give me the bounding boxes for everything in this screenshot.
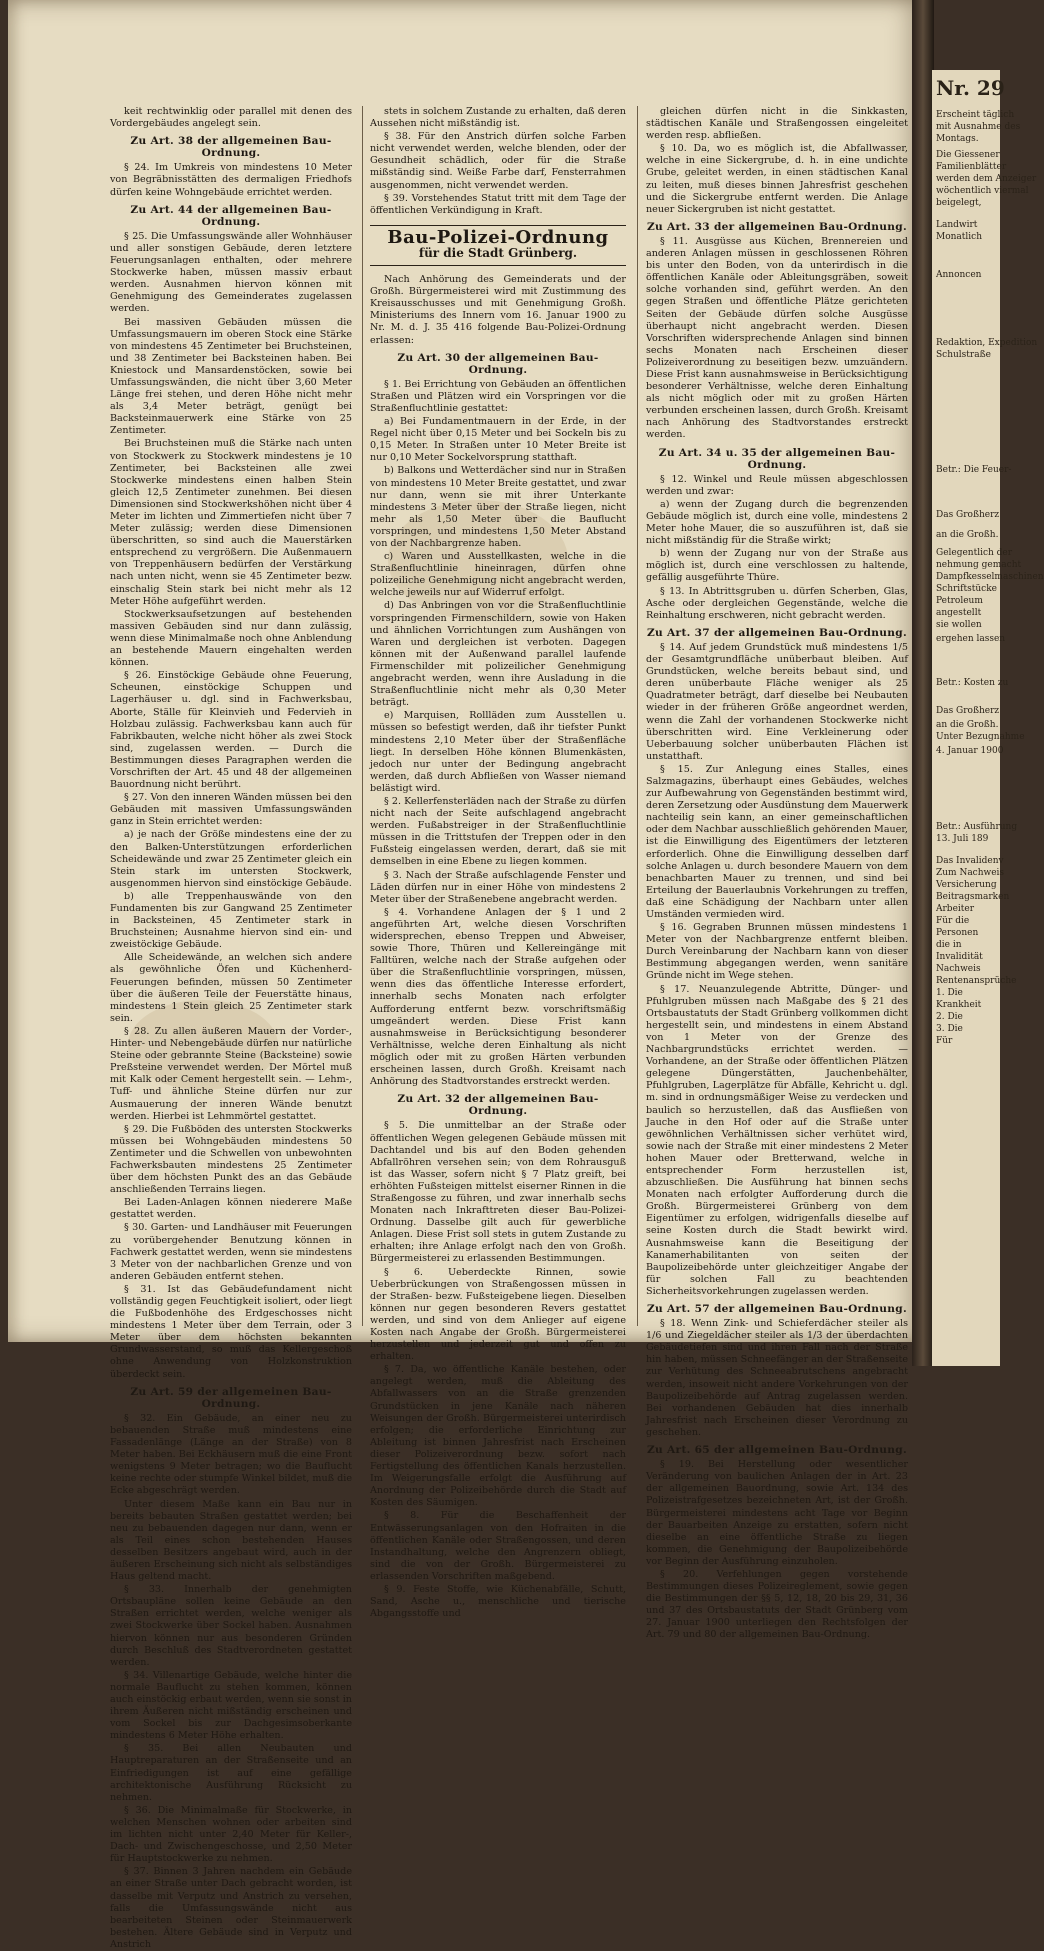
paragraph: Unter diesem Maße kann ein Bau nur in bereits bebauten Straßen gestattet werden; bei neu zu bebauenden dagegen nur dann, wenn er als Teil eines schon bestehenden Hauses desselben Besitzers angebaut wird, auch in der äußeren Erscheinung sich nicht als selbständiges Haus geltend macht. (110, 1498, 352, 1583)
paragraph: § 9. Feste Stoffe, wie Küchenabfälle, Schutt, Sand, Asche u., menschliche und tierische Abgangsstoffe und (370, 1583, 626, 1620)
paragraph: a) wenn der Zugang durch die begrenzenden Gebäude möglich ist, durch eine volle, mindestens 2 Meter hohe Mauer, die so auszuführen ist, daß sie nicht mißständig für die Straße wirkt; (646, 498, 908, 547)
text-column-left (110, 106, 352, 1950)
next-page-text: Invalidität (936, 952, 983, 962)
next-page-text: Krankheit (936, 1000, 982, 1010)
ordinance-title: Bau-Polizei-Ordnung (387, 226, 609, 248)
paragraph: § 24. Im Umkreis von mindestens 10 Meter von Begräbnisstätten des dermaligen Friedhofs dürfen keine Wohngebäude errichtet werden. (110, 162, 352, 198)
paragraph: e) Marquisen, Rollläden zum Ausstellen u. müssen so befestigt werden, daß ihr tiefster Punkt mindestens 2,10 Meter über der Straßenfläche liegt. In derselben Höhe können Blumenkästen, jedoch nur unter der Bedingung angebracht werden, daß durch Abfließen von Wasser niemand belästigt wird. (370, 710, 626, 794)
next-page-text: Zum Nachweis (936, 868, 1005, 878)
paragraph: § 34. Villenartige Gebäude, welche hinter die normale Bauflucht zu stehen kommen, können auch einstöckig erbaut werden, wenn sie sonst in ihrem Äußeren nicht mißständig erscheinen und vom Sockel bis zur Dachgesimsoberkante mindestens 6 Meter Höhe erhalten. (110, 1669, 352, 1742)
section-heading: Zu Art. 59 der allgemeinen Bau-Ordnung. (130, 1385, 332, 1410)
paragraph: § 35. Bei allen Neubauten und Hauptreparaturen an der Straßenseite und an Einfriedigungen ist auf eine gefällige architektonische Ausführung Rücksicht zu nehmen. (110, 1743, 352, 1803)
paragraph: § 6. Ueberdeckte Rinnen, sowie Ueberbrückungen von Straßengossen müssen in der Straßen- bezw. Fußsteigebene liegen. Dieselben können nur gegen besonderen Revers gestattet werden, und sind von dem Anlieger auf eigene Kosten nach Angabe der Großh. Bürgermeisterei herzustellen und jederzeit gut und offen zu erhalten. (370, 1266, 626, 1363)
next-page-text: 1. Die (936, 988, 963, 998)
paragraph: b) Balkons und Wetterdächer sind nur in Straßen von mindestens 10 Meter Breite gestattet, und zwar nur dann, wenn sie mit ihrer Unterkante mindestens 3 Meter über der Straße liegen, nicht mehr als 1,50 Meter über die Bauflucht vorspringen, und mindestens 1,50 Meter Abstand von der Nachbargrenze haben. (370, 465, 626, 549)
next-page-text: Betr.: Kosten zu (936, 678, 1009, 688)
paragraph: § 4. Vorhandene Anlagen der § 1 und 2 angeführten Art, welche diesen Vorschriften widersprechen, ebenso Treppen und Abweiser, sowie Thore, Thüren und Kellereingänge mit Falltüren, welche nach der Straße aufgehen oder über die Straßenfluchtlinie vorspringen, müssen, wenn dies das öffentliche Interesse erfordert, innerhalb sechs Monaten nach erfolgter Aufforderung entfernt bezw. vorschriftsmäßig umgeändert werden. Diese Frist kann ausnahmsweise in Berücksichtigung besonderer Verhältnisse, welche deren Einhaltung als nicht möglich oder mit zu großen Härten verbunden erscheinen lassen, durch Großh. Kreisamt nach Anhörung des Stadtvorstandes erstreckt werden. (370, 906, 626, 1088)
next-page-text: Für die (936, 916, 970, 926)
paragraph: § 2. Kellerfensterläden nach der Straße zu dürfen nicht nach der Seite aufschlagend angebracht werden. Fußabstreiger in der Straßenfluchtlinie müssen in die Trittstufen der Treppen oder in den Fußsteig eingelassen werden, derart, daß sie mit demselben in eine Ebene zu liegen kommen. (370, 795, 626, 868)
paragraph: § 17. Neuanzulegende Abtritte, Dünger- und Pfuhlgruben müssen nach Maßgabe des § 21 des Ortsbaustatuts der Stadt Grünberg vollkommen dicht hergestellt sein, und mindestens in einem Abstand von 1 Meter von der Grenze des Nachbargrundstücks errichtet werden. — Vorhandene, an der Straße oder öffentlichen Plätzen gelegene Düngerstätten, Jauchenbehälter, Pfuhlgruben, Lagerplätze für Abfälle, Kehricht u. dgl. m. sind in ordnungsmäßiger Weise zu verdecken und baulich so herzustellen, daß das Ausfließen von Jauche in den Hof oder auf die Straße unter gewöhnlichen Verhältnissen sicher verhütet wird, sowie nach der Straße mit einer mindestens 2 Meter hohen Mauer oder Bretterwand, welche in entsprechender Form herzustellen ist, abzuschließen. Die Ausführung hat binnen sechs Monaten nach erfolgter Aufforderung durch die Großh. Bürgermeisterei Grünberg von dem Eigentümer zu erfolgen, widrigenfalls dieselbe auf seine Kosten durch die Stadt bewirkt wird. Ausnahmsweise kann die Beseitigung der Kanamerhabilitanten von seiten der Baupolizeibehörde unter gleichzeitiger Angabe der für solchen Fall zu beachtenden Sicherheitsvorkehrungen zugelassen werden. (646, 983, 908, 1297)
paragraph: Bei Laden-Anlagen können niederere Maße gestattet werden. (110, 1197, 352, 1221)
next-page-text: Redaktion, Expedition (936, 338, 1038, 348)
paragraph: § 5. Die unmittelbar an der Straße oder öffentlichen Wegen gelegenen Gebäude müssen mit Dachtandel und bis auf den Boden gehenden Abfallröhren versehen sein; von dem Rohrausguß ist das Wasser, sofern nicht § 7 Platz greift, bei erhöhten Fußsteigen mittelst eiserner Rinnen in die Straßengosse zu führen, und zwar innerhalb sechs Monaten nach Inkrafttreten dieser Bau-Polizei-Ordnung. Dasselbe gilt auch für gewerbliche Anlagen. Diese Frist soll stets in gutem Zustande zu erhalten; ihre Anlage erfolgt nach den von Großh. Bürgermeisterei zu erlassenden Bestimmungen. (370, 1120, 626, 1265)
next-page-text: Landwirt (936, 220, 978, 230)
paragraph: b) alle Treppenhauswände von den Fundamenten bis zur Gangwand 25 Zentimeter in Backsteinen, 45 Zentimeter stark in Bruchsteinen; Ausnahme hiervon sind ein- und zweistöckige Gebäude. (110, 890, 352, 951)
section-heading: Zu Art. 57 der allgemeinen Bau-Ordnung. (647, 1303, 907, 1315)
next-page-text: 3. Die (936, 1024, 963, 1034)
paragraph: § 12. Winkel und Reule müssen abgeschlossen werden und zwar: (646, 473, 908, 497)
paragraph: Alle Scheidewände, an welchen sich andere als gewöhnliche Öfen und Küchenherd-Feuerungen befinden, müssen 50 Zentimeter über die äußeren Teile der Feuerstätte hinaus, mindestens 1 Stein gleich 25 Zentimeter stark sein. (110, 952, 352, 1024)
paragraph: § 37. Binnen 3 Jahren nachdem ein Gebäude an einer Straße unter Dach gebracht worden, ist dasselbe mit Verputz und Anstrich zu versehen, falls die Umfassungswände nicht aus bearbeiteten Steinen oder Steinmauerwerk bestehen. Ältere Gebäude sind in Verputz und Anstrich (110, 1866, 352, 1950)
paragraph: § 15. Zur Anlegung eines Stalles, eines Salzmagazins, überhaupt eines Gebäudes, welches zur Aufbewahrung von Gegenständen bestimmt wird, deren Zersetzung oder Ausdünstung dem Mauerwerk nachteilig sein kann, an einer gemeinschaftlichen oder dem Nachbar ausschließlich gehörenden Mauer, ist die Einwilligung des Eigentümers der letzteren erforderlich. Ohne die Einwilligung desselben darf solche Anlagen u. durch besondere Mauern von dem benachbarten Mauer zu trennen, und sind bei Erteilung der Bauerlaubnis Vorkehrungen zu treffen, daß eine Schädigung der Nachbarn unter allen Umständen vermieden wird. (646, 763, 908, 920)
paragraph: c) Waren und Ausstellkasten, welche in die Straßenfluchtlinie hineinragen, dürfen ohne polizeiliche Genehmigung nicht angebracht werden, welche jeweils nur auf Widerruf erfolgt. (370, 551, 626, 599)
ordinance-body (370, 274, 626, 1620)
paragraph: § 20. Verfehlungen gegen vorstehende Bestimmungen dieses Polizeireglement, sowie gegen die Bestimmungen der §§ 5, 12, 18, 20 bis 29, 31, 36 und 37 des Ortsbaustatuts der Stadt Grünberg vom 27. Januar 1900 unterliegen den Rechtsfolgen der Art. 79 und 80 der allgemeinen Bau-Ordnung. (646, 1568, 908, 1641)
column-rule (637, 106, 638, 1326)
next-page-text: Gelegentlich der (936, 548, 1013, 558)
next-page-header: Nr. 29 (936, 76, 1005, 100)
ordinance-subtitle: für die Stadt Grünberg. (418, 245, 578, 260)
next-page-text: Das Invalidenv (936, 856, 1004, 866)
next-page-text: an die Großh. (936, 720, 999, 730)
section-heading: Zu Art. 44 der allgemeinen Bau-Ordnung. (130, 203, 332, 228)
next-page-text: Erscheint täglich (936, 110, 1015, 120)
next-page-text: Das Großherz (936, 510, 1000, 520)
next-page-text: Die Giessener (936, 150, 1000, 160)
next-page-text: Das Großherz (936, 706, 1000, 716)
next-page-text: Für (936, 1036, 953, 1046)
next-page-text: sie wollen (936, 620, 982, 630)
adjacent-page-edge (932, 70, 1044, 1366)
next-page-text: Unter Bezugnahme (936, 732, 1025, 742)
paragraph: gleichen dürfen nicht in die Sinkkasten, städtischen Kanäle und Straßengossen eingeleitet werden resp. abfließen. (646, 106, 908, 142)
paragraph: § 27. Von den inneren Wänden müssen bei den Gebäuden mit massiven Umfassungswänden ganz in Stein errichtet werden: (110, 792, 352, 828)
section-heading: Zu Art. 38 der allgemeinen Bau-Ordnung. (130, 135, 332, 160)
section-heading: Zu Art. 32 der allgemeinen Bau-Ordnung. (397, 1093, 599, 1118)
next-page-text: Monatlich (936, 232, 983, 242)
next-page-text: die in (936, 940, 962, 950)
paragraph: § 25. Die Umfassungswände aller Wohnhäuser und aller sonstigen Gebäude, deren letztere Feuerungsanlagen enthalten, oder mehrere Stockwerke haben, müssen massiv erbaut werden. Ausnahmen hiervon können mit Genehmigung des Gemeinderates zugelassen werden. (110, 230, 352, 315)
section-heading: Zu Art. 33 der allgemeinen Bau-Ordnung. (647, 220, 907, 233)
paragraph: stets in solchem Zustande zu erhalten, daß deren Aussehen nicht mißständig ist. (370, 106, 626, 130)
paragraph: § 16. Gegraben Brunnen müssen mindestens 1 Meter von der Nachbargrenze entfernt bleiben. Durch Vereinbarung der Nachbarn kann von dieser Bestimmung abgegangen werden, wenn sanitäre Gründe nicht im Wege stehen. (646, 922, 908, 982)
next-page-text: beigelegt, (936, 198, 982, 208)
next-page-text: 4. Januar 1900 (936, 746, 1004, 756)
paragraph: a) Bei Fundamentmauern in der Erde, in der Regel nicht über 0,15 Meter und bei Sockeln bis zu 0,15 Meter. In Straßen unter 10 Meter Breite ist nur 0,10 Meter Sockelvorsprung statthaft. (370, 416, 626, 464)
paragraph: Nach Anhörung des Gemeinderats und der Großh. Bürgermeisterei wird mit Zustimmung des Kreisausschusses und mit Genehmigung Großh. Ministeriums des Innern vom 16. Januar 1900 zu Nr. M. d. J. 35 416 folgende Bau-Polizei-Ordnung erlassen: (370, 274, 626, 346)
paragraph: § 38. Für den Anstrich dürfen solche Farben nicht verwendet werden, welche blenden, oder der Gesundheit schädlich, oder für die Straße mißständig sind. Weiße Farbe darf, Fensterrahmen ausgenommen, nicht verwendet werden. (370, 131, 626, 191)
next-page-text: Versicherung (936, 880, 997, 890)
next-page-text: Betr.: Ausführung (936, 822, 1018, 832)
paragraph: Bei Bruchsteinen muß die Stärke nach unten von Stockwerk zu Stockwerk mindestens je 10 Zentimeter, bei Backsteinen alle zwei Stockwerke mindestens einen halben Stein gleich 12,5 Zentimeter zunehmen. Bei diesen Dimensionen sind Stockwerkshöhen nicht über 4 Meter im lichten und Zimmertiefen nicht über 7 Meter zulässig; werden diese Dimensionen überschritten, so sind auch die Mauerstärken entsprechend zu vergrößern. Die Außenmauern von Treppenhäusern bedürfen der Verstärkung nach unten nicht, wenn sie 45 Zentimeter bezw. einschalig Stein stark bei nicht mehr als 12 Meter Höhe aufgeführt werden. (110, 438, 352, 607)
paragraph: § 1. Bei Errichtung von Gebäuden an öffentlichen Straßen und Plätzen wird ein Vorspringen vor die Straßenfluchtlinie gestattet: (370, 378, 626, 414)
paragraph: § 19. Bei Herstellung oder wesentlicher Veränderung von baulichen Anlagen der in Art. 23 der allgemeinen Bauordnung, sowie Art. 134 des Polizeistrafgesetzes bezeichneten Art, ist der Großh. Bürgermeisterei mindestens acht Tage vor Beginn der Bauarbeiten Anzeige zu erstatten, sofern nicht dieselbe an eine öffentliche Straße zu liegen kommen, die Genehmigung der Baupolizeibehörde vor Beginn der Ausführung einzuholen. (646, 1459, 908, 1567)
next-page-text: Montags. (936, 134, 979, 144)
next-page-text: Dampfkesselmaschinen (936, 572, 1044, 582)
paragraph: § 26. Einstöckige Gebäude ohne Feuerung, Scheunen, einstöckige Schuppen und Lagerhäuser u. dgl. sind in Fachwerksbau, Aborte, Ställe für Kleinvieh und Federvieh in Holzbau zulässig. Fachwerksbau kann auch für Fabrikbauten, welche nicht höher als zwei Stock sind, zugelassen werden. — Durch die Bestimmungen dieses Paragraphen werden die Vorschriften der Art. 45 und 48 der allgemeinen Bauordnung nicht berührt. (110, 670, 352, 791)
paragraph: § 29. Die Fußböden des untersten Stockwerks müssen bei Wohngebäuden mindestens 50 Zentimeter und die Schwellen von unbewohnten Fachwerksbauten mindestens 25 Zentimeter über dem höchsten Punkt des an das Gebäude anschließenden Terrains liegen. (110, 1123, 352, 1196)
paragraph: § 8. Für die Beschaffenheit der Entwässerungsanlagen von den Hofraiten in die öffentlichen Kanäle oder Straßengossen, und deren Instandhaltung, welche den Angrenzern obliegt, sind die von der Großh. Bürgermeisterei zu erlassenden Vorschriften maßgebend. (370, 1510, 626, 1582)
paragraph: § 30. Garten- und Landhäuser mit Feuerungen zu vorübergehender Benutzung können in Fachwerk gestattet werden, wenn sie mindestens 3 Meter von der nachbarlichen Grenze und von anderen Gebäuden entfernt stehen. (110, 1222, 352, 1282)
paragraph: § 28. Zu allen äußeren Mauern der Vorder-, Hinter- und Nebengebäude dürfen nur natürliche Steine oder gebrannte Steine (Backsteine) sowie Preßsteine verwendet werden. Der Mörtel muß mit Kalk oder Cement hergestellt sein. — Lehm-, Tuff- und ähnliche Steine dürfen nur zur Ausmauerung der inneren Wände benutzt werden. Hierbei ist Lehmmörtel gestattet. (110, 1025, 352, 1122)
section-heading: Zu Art. 65 der allgemeinen Bau-Ordnung. (647, 1444, 907, 1457)
next-page-text: Petroleum (936, 596, 983, 606)
paragraph: § 32. Ein Gebäude, an einer neu zu bebauenden Straße muß mindestens eine Fassadenlänge (Länge an der Straße) von 8 Meter haben. Bei Eckhäusern muß die eine Front wenigstens 9 Meter betragen; wo die Bauflucht keine rechte oder stumpfe Winkel bildet, muß die Ecke abgeschrägt werden. (110, 1412, 352, 1497)
paragraph: § 31. Ist das Gebäudefundament nicht vollständig gegen Feuchtigkeit isoliert, oder liegt die Fußbodenhöhe des Erdgeschosses nicht mindestens 1 Meter über dem Terrain, oder 3 Meter über dem höchsten bekannten Grundwasserstand, so muß das Kellergeschoß ohne Anwendung von Holzkonstruktion überdeckt sein. (110, 1283, 352, 1380)
text-column-right (646, 106, 908, 1641)
next-page-text: an die Großh. (936, 530, 999, 540)
next-page-text: Nachweis (936, 964, 981, 974)
statute-end (370, 106, 626, 217)
paragraph: d) Das Anbringen von vor die Straßenfluchtlinie vorspringenden Firmenschildern, sowie von Haken und ähnlichen Vorrichtungen zum Aushängen von Waren und dergleichen ist verboten. Dagegen können mit der Außenwand parallel laufende Firmenschilder mit polizeilicher Genehmigung angebracht werden, wenn ihre Ausladung in die Straßenfluchtlinie nicht mehr als 0,30 Meter beträgt. (370, 600, 626, 709)
book-spine (912, 0, 934, 1366)
paragraph: § 3. Nach der Straße aufschlagende Fenster und Läden dürfen nur in einer Höhe von mindestens 2 Meter über der Straßenebene angebracht werden. (370, 869, 626, 905)
next-page-text: ergehen lassen (936, 634, 1006, 644)
section-heading: Zu Art. 37 der allgemeinen Bau-Ordnung. (647, 626, 907, 639)
next-page-text: Arbeiter (936, 904, 975, 914)
paragraph: § 36. Die Minimalmaße für Stockwerke, in welchen Menschen wohnen oder arbeiten sind im lichten nicht unter 2,40 Meter für Keller-, Dach- und Zwischengeschosse, und 2,50 Meter für Hauptstockwerke zu nehmen. (110, 1804, 352, 1865)
paragraph: § 18. Wenn Zink- und Schieferdächer steiler als 1/6 und Ziegeldächer steiler als 1/3 der überdachten Gebäudetiefen sind und ihren Fall nach der Straße hin haben, müssen Schneefänger an der Straßenseite zur Verhütung des Schneeabrutschens angebracht werden, insoweit nicht andere Vorkehrungen von der Baupolizeibehörde auf Antrag zugelassen werden. Bei vorhandenen Gebäuden hat dies innerhalb Jahresfrist nach Erscheinen dieser Verordnung zu geschehen. (646, 1318, 908, 1438)
paragraph: § 7. Da, wo öffentliche Kanäle bestehen, oder angelegt werden, muß die Ableitung des Abfallwassers von an die Straße grenzenden Grundstücken in jene Kanäle nach näheren Weisungen der Großh. Bürgermeisterei unterirdisch erfolgen; die erforderliche Einrichtung zur Ableitung ist binnen Jahresfrist nach Erscheinen dieser Polizeiverordnung bezw. sofort nach Fertigstellung des öffentlichen Kanals herzustellen. Im Weigerungsfalle erfolgt die Ausführung auf Anordnung der Polizeibehörde durch die Stadt auf Kosten des Säumigen. (370, 1364, 626, 1509)
next-page-text: 2. Die (936, 1012, 963, 1022)
next-page-text: 13. Juli 189 (936, 834, 989, 844)
text-column-middle (370, 106, 626, 1620)
next-page-text: Personen (936, 928, 979, 938)
next-page-text: Rentenansprüche (936, 976, 1017, 986)
column-rule (362, 106, 363, 1326)
paragraph: § 33. Innerhalb der genehmigten Ortsbaupläne sollen keine Gebäude an den Straßen errichtet werden, welche weniger als zwei Stockwerke über Sockel haben. Ausnahmen hiervon können nur aus besonderen Gründen durch Beschluß des Stadtverordneten gestattet werden. (110, 1584, 352, 1668)
paragraph: § 14. Auf jedem Grundstück muß mindestens 1/5 der Gesamtgrundfläche unüberbaut bleiben. Auf Grundstücken, welche bereits bebaut sind, und deren unüberbaute Fläche weniger als 25 Quadratmeter beträgt, darf dieselbe bei Neubauten wieder in der früheren Größe angeordnet werden, wenn die Zahl der vorhandenen Stockwerke nicht überschritten wird. Eine Verkleinerung oder Ueberbauung solcher unüberbauten Flächen ist unstatthaft. (646, 641, 908, 762)
paragraph: § 11. Ausgüsse aus Küchen, Brennereien und anderen Anlagen müssen in geschlossenen Röhren bis unter den Boden, von da unterirdisch in die öffentlichen Kanäle oder Ableitungsgräben, soweit solche vorhanden sind, geführt werden. An den gegen Straßen und öffentliche Plätze gerichteten Seiten der Gebäude dürfen solche Ausgüsse überhaupt nicht angebracht werden. Diesen Vorschriften widersprechende Anlagen sind binnen sechs Monaten nach Erscheinen dieser Polizeiverordnung zu beseitigen bezw. umzuändern. Diese Frist kann ausnahmsweise in Berücksichtigung besonderer Verhältnisse, welche deren Einhaltung als nicht möglich oder mit zu großen Härten verbunden erscheinen lassen, durch Großh. Kreisamt nach Anhörung des Stadtvorstandes erstreckt werden. (646, 235, 908, 441)
ordinance-title-block (370, 225, 626, 266)
paragraph: keit rechtwinklig oder parallel mit denen des Vordergebäudes angelegt sein. (110, 106, 352, 130)
next-page-text: nehmung gemacht (936, 560, 1022, 570)
paragraph: a) je nach der Größe mindestens eine der zu den Balken-Unterstützungen erforderlichen Scheidewände und zwar 25 Zentimeter gleich ein Stein stark im untersten Stockwerk, ausgenommen hiervon sind einstöckige Gebäude. (110, 829, 352, 889)
section-heading: Zu Art. 30 der allgemeinen Bau-Ordnung. (397, 351, 599, 376)
paragraph: Bei massiven Gebäuden müssen die Umfassungsmauern im oberen Stock eine Stärke von mindestens 45 Zentimeter bei Bruchsteinen, und 38 Zentimeter bei Backsteinen haben. Bei Kniestock und Mansardenstöcken, sowie bei Umfassungswänden, die nicht über 3,60 Meter Länge frei stehen, und deren Höhe nicht mehr als 3,4 Meter beträgt, genügt bei Backsteinmauerwerk eine Stärke von 25 Zentimeter. (110, 316, 352, 437)
next-page-text: Betr.: Die Feuer- (936, 465, 1012, 475)
next-page-text: angestellt (936, 608, 982, 618)
paragraph: § 10. Da, wo es möglich ist, die Abfallwasser, welche in eine Sickergrube, d. h. in eine undichte Grube, geleitet werden, in einen städtischen Kanal zu leiten, muß dieses binnen Jahresfrist geschehen und die Sickergrube entfernt werden. Die Anlage neuer Sickergruben ist nicht gestattet. (646, 143, 908, 215)
paragraph: b) wenn der Zugang nur von der Straße aus möglich ist, durch eine verschlossen zu haltende, gefällig ausgeführte Thüre. (646, 548, 908, 584)
section-heading: Zu Art. 34 u. 35 der allgemeinen Bau-Ordnung. (658, 446, 896, 471)
next-page-text: mit Ausnahme des (936, 122, 1021, 132)
next-page-text: werden dem Anzeiger (936, 174, 1037, 184)
paragraph: § 13. In Abtrittsgruben u. dürfen Scherben, Glas, Asche oder dergleichen Gegenstände, welche die Reinhaltung erschweren, nicht gebracht werden. (646, 585, 908, 621)
next-page-text: wöchentlich viermal (936, 186, 1029, 196)
next-page-text: Familienblätter (936, 162, 1007, 172)
next-page-text: Annoncen (936, 270, 982, 280)
next-page-text: Schriftstücke (936, 584, 997, 594)
next-page-text: Schulstraße (936, 350, 991, 360)
next-page-text: Beitragsmarken (936, 892, 1010, 902)
paragraph: § 39. Vorstehendes Statut tritt mit dem Tage der öffentlichen Verkündigung in Kraft. (370, 192, 626, 216)
paragraph: Stockwerksaufsetzungen auf bestehenden massiven Gebäuden sind nur dann zulässig, wenn diese Minimalmaße noch ohne Anblendung an bestehende Mauern eingehalten werden können. (110, 608, 352, 669)
